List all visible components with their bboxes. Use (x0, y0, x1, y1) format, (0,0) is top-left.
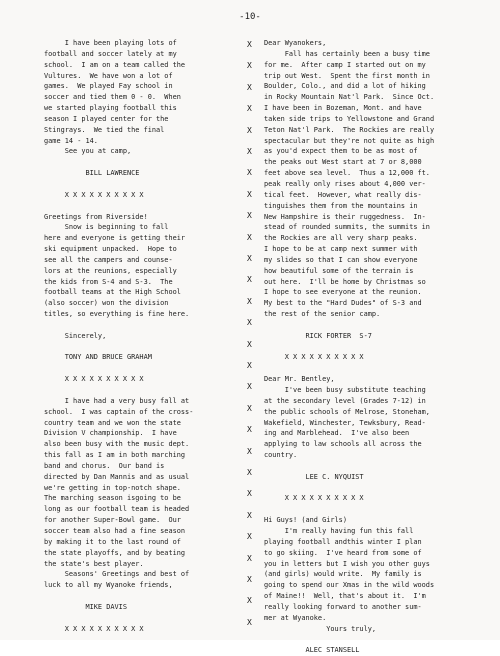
text-line: long as our football team is headed (44, 505, 190, 514)
x-mark: X (247, 82, 252, 92)
text-line: the state playoffs, and by beating (44, 548, 186, 557)
x-mark: X (247, 596, 252, 606)
text-line: by making it to the last round of (44, 537, 181, 546)
text-line (264, 320, 476, 331)
text-line: titles, so everything is fine here. (44, 310, 190, 319)
text-line: ing and Marblehead. I've also been (264, 429, 410, 438)
x-mark: X (247, 318, 252, 328)
text-line: Fall has certainly been a busy time (264, 49, 430, 58)
text-line: X X X X X X X X X X (44, 375, 144, 384)
text-line: TONY AND BRUCE GRAHAM (44, 353, 152, 362)
text-line: really looking forward to another sum- (264, 602, 422, 611)
text-line: see all the campers and counse- (44, 255, 173, 264)
text-line: the rest of the senior camp. (264, 310, 381, 319)
text-line: football and soccer lately at my (44, 49, 177, 58)
text-line: I hope to see everyone at the reunion. (264, 288, 422, 297)
text-line: out here. I'll be home by Christmas so (264, 277, 426, 286)
text-line: games. We played Fay school in (44, 82, 173, 91)
text-line (44, 363, 236, 374)
text-line: X X X X X X X X X X (44, 624, 144, 633)
text-line: The marching season isgoing to be (44, 494, 181, 503)
text-line: Teton Nat'l Park. The Rockies are really (264, 125, 435, 134)
text-line: school. I am on a team called the (44, 60, 186, 69)
text-line: directed by Dan Mannis and as usual (44, 472, 190, 481)
text-line: feet above sea level. Thus a 12,000 ft. (264, 169, 430, 178)
text-line: soccer team also had a fine season (44, 526, 186, 535)
x-mark: X (247, 211, 252, 221)
text-line: stead of rounded summits, the summits in (264, 223, 430, 232)
text-line: Boulder, Colo., and did a lot of hiking (264, 82, 426, 91)
x-mark: X (247, 489, 252, 499)
x-mark: X (247, 254, 252, 263)
x-mark: X (247, 403, 252, 413)
text-line: taken side trips to Yellowstone and Grand (264, 114, 435, 123)
text-line (44, 320, 236, 331)
x-mark: X (247, 575, 252, 584)
text-line: game 14 - 14. (44, 136, 98, 145)
text-line: Yours truly, (264, 624, 377, 633)
text-line: luck to all my Wyanoke friends, (44, 581, 173, 590)
text-line: New Hampshire is their ruggedness. In- (264, 212, 426, 221)
text-line: X X X X X X X X X X (44, 190, 144, 199)
text-line: we're getting in top-notch shape. (44, 483, 181, 492)
page-number: -10- (239, 12, 261, 22)
text-line: band and chorus. Our band is (44, 461, 165, 470)
text-line: Division V championship. I have (44, 429, 177, 438)
text-line (44, 201, 236, 212)
text-line: Hi Guys! (and Girls) (264, 516, 347, 525)
text-line (264, 363, 476, 374)
text-line: country team and we won the state (44, 418, 181, 427)
text-line: as you'd expect them to be as most of (264, 147, 418, 156)
x-mark: X (247, 425, 252, 435)
text-line (44, 157, 236, 168)
text-line (44, 591, 236, 602)
text-line: tical feet. However, what really dis- (264, 190, 422, 199)
text-line: Dear Mr. Bentley, (264, 375, 335, 384)
text-line: soccer and tied them 0 - 0. When (44, 93, 181, 102)
text-line: Stingrays. We tied the final (44, 125, 165, 134)
text-line: Seasons' Greetings and best of (44, 570, 190, 579)
x-mark: X (247, 275, 252, 285)
x-mark: X (247, 361, 252, 370)
text-line: for another Super-Bowl game. Our (44, 516, 181, 525)
text-line: the Rockies are all very sharp peaks. (264, 234, 418, 243)
text-line: My best to the "Hard Dudes" of S-3 and (264, 299, 422, 308)
text-line: Dear Wyanokers, (264, 39, 327, 47)
x-mark: X (247, 617, 252, 627)
text-line: I've been busy substitute teaching (264, 386, 426, 394)
text-line: X X X X X X X X X X (264, 494, 364, 503)
text-line: I hope to be at camp next summer with (264, 245, 418, 254)
text-line: X X X X X X X X X X (264, 353, 364, 362)
text-line: trip out West. Spent the first month in (264, 71, 430, 80)
text-line: Snow is beginning to fall (44, 223, 169, 232)
text-line: to go skiing. I've heard from some of (264, 548, 422, 557)
text-line: how beautiful some of the terrain is (264, 266, 414, 275)
x-mark: X (247, 339, 252, 349)
text-line: Sincerely, (44, 331, 107, 340)
text-line: lors at the reunions, especially (44, 266, 177, 275)
text-line: the kids from S-4 and S-3. The (44, 277, 173, 286)
text-line: the peaks out West start at 7 or 8,000 (264, 158, 422, 167)
text-line: MIKE DAVIS (44, 602, 127, 611)
text-line: my slides so that I can show everyone (264, 255, 418, 264)
x-mark: X (247, 446, 252, 456)
text-line: in Rocky Mountain Nat'l Park. Since Oct. (264, 93, 435, 102)
x-mark: X (247, 553, 252, 563)
x-mark: X (247, 61, 252, 71)
left-column (44, 38, 236, 634)
text-line (264, 504, 476, 515)
x-mark: X (247, 104, 252, 114)
text-line (264, 483, 476, 494)
text-line: tinguishes them from the mountains in (264, 201, 418, 210)
text-line: Vultures. We have won a lot of (44, 71, 173, 80)
text-line: country. (264, 451, 298, 460)
text-line: peak really only rises about 4,000 ver- (264, 179, 426, 188)
x-mark: X (247, 296, 252, 306)
x-mark: X (247, 168, 252, 178)
text-line: ski equipment unpacked. Hope to (44, 245, 177, 254)
x-mark: X (247, 189, 252, 199)
text-line: BILL LAWRENCE (44, 169, 140, 178)
x-mark: X (247, 468, 252, 477)
x-mark: X (247, 125, 252, 135)
text-line: football teams at the High School (44, 288, 181, 297)
text-line: we started playing football this (44, 104, 177, 113)
text-line (44, 385, 236, 396)
text-line: the public schools of Melrose, Stoneham, (264, 407, 430, 416)
text-line: for me. After camp I started out on my (264, 60, 426, 69)
text-line: here and everyone is getting their (44, 234, 186, 243)
x-mark: X (247, 147, 252, 156)
text-line: (and girls) would write. My family is (264, 570, 422, 579)
text-line: mer at Wyanoke. (264, 613, 327, 622)
x-mark: X (247, 40, 252, 49)
text-line: this fall as I am in both marching (44, 451, 186, 460)
text-line (264, 342, 476, 353)
text-line: spectacular but they're not quite as high (264, 136, 435, 145)
text-line: also been busy with the music dept. (44, 440, 190, 449)
text-line: Greetings from Riverside! (44, 212, 148, 221)
text-line: applying to law schools all across the (264, 440, 422, 449)
text-line: I have been in Bozeman, Mont. and have (264, 104, 422, 113)
text-line: playing football andthis winter I plan (264, 537, 422, 546)
text-line: you in letters but I wish you other guys (264, 559, 430, 568)
text-line (44, 342, 236, 353)
text-line: Wakefield, Winchester, Tewksbury, Read- (264, 418, 426, 427)
x-mark: X (247, 532, 252, 542)
text-line: I have been playing lots of (44, 39, 177, 47)
text-line: going to spend our Xmas in the wild woods (264, 581, 435, 590)
text-line: RICK FORTER S-7 (264, 331, 372, 340)
x-mark: X (247, 382, 252, 392)
text-line (44, 179, 236, 190)
x-mark: X (247, 232, 252, 242)
text-line: the state's best player. (44, 559, 144, 568)
text-line: at the secondary level (Grades 7-12) in (264, 396, 426, 405)
text-line: LEE C. NYQUIST (264, 472, 364, 481)
text-line: season I played center for the (44, 114, 169, 123)
text-line: of Maine!! Well, that's about it. I'm (264, 592, 426, 601)
text-line: See you at camp, (44, 147, 132, 156)
text-line: I have had a very busy fall at (44, 396, 190, 405)
text-line: I'm really having fun this fall (264, 526, 414, 535)
text-line (44, 613, 236, 624)
right-column (264, 38, 476, 656)
text-line: ALEC STANSELL (264, 646, 360, 655)
text-line: (also soccer) won the division (44, 299, 169, 308)
text-line (264, 461, 476, 472)
text-line: school. I was captain of the cross- (44, 407, 194, 416)
x-mark: X (247, 510, 252, 520)
